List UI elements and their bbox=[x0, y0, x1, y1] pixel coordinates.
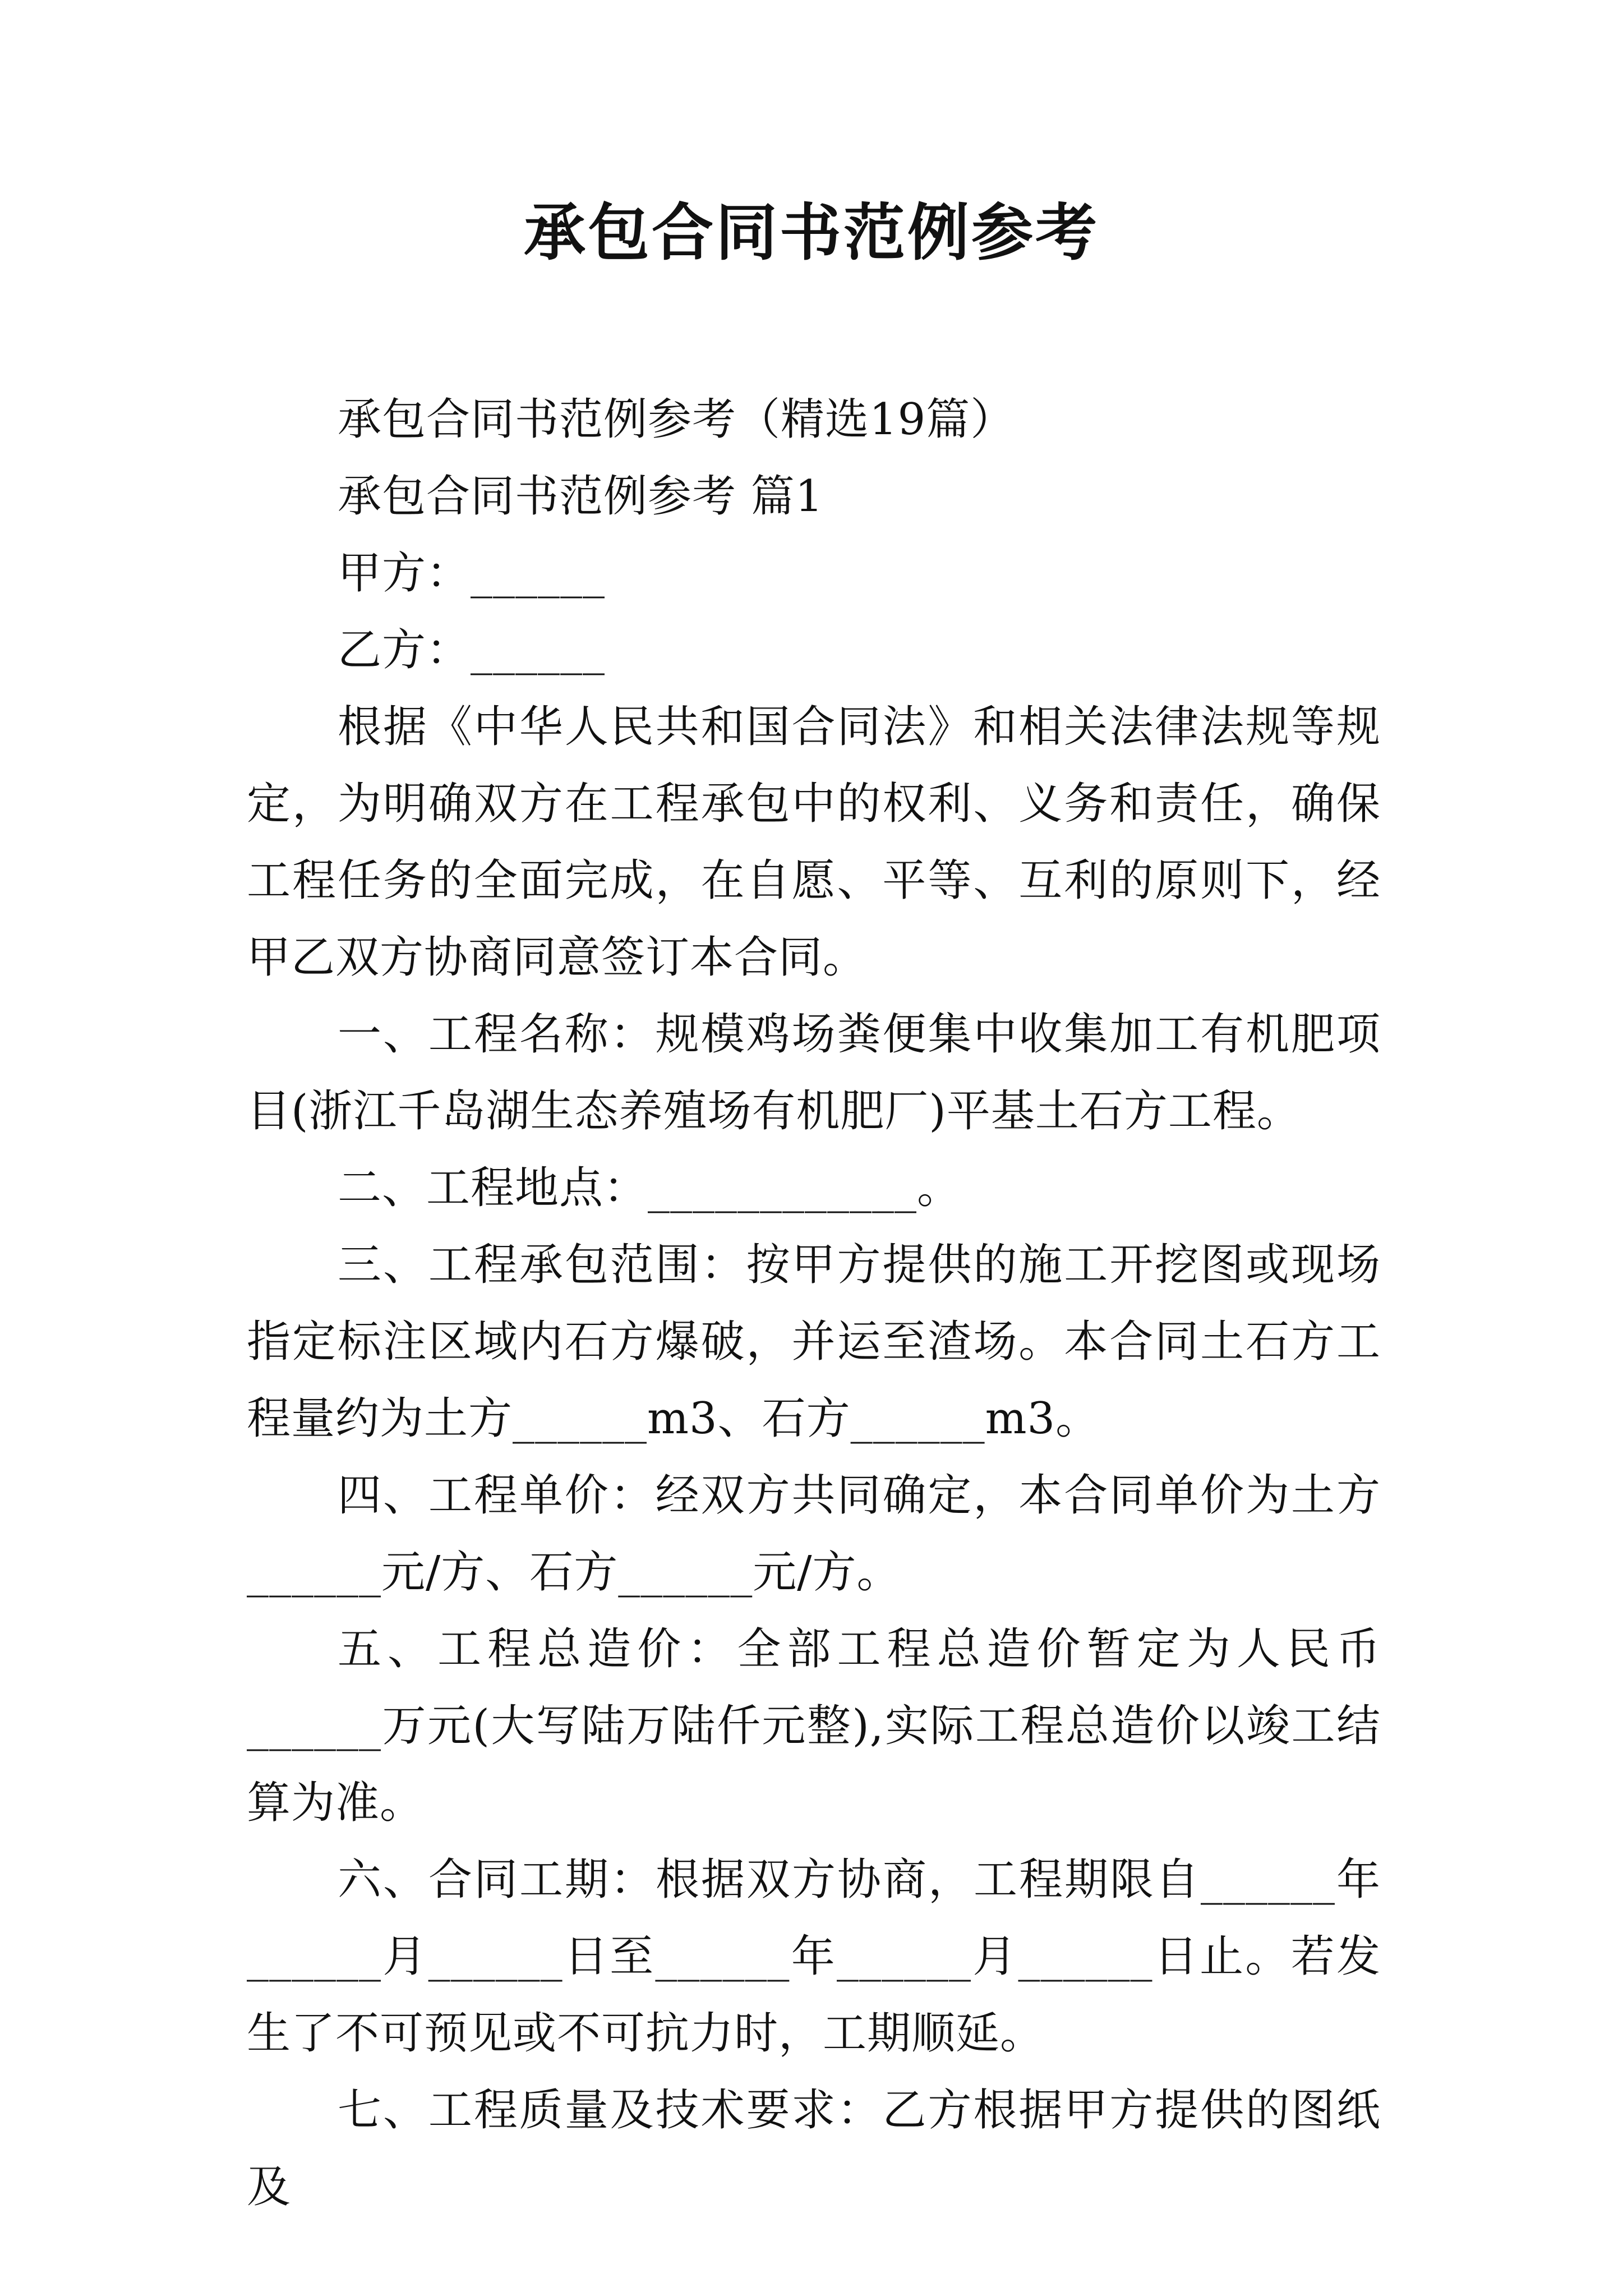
clause-1-paragraph: 一、工程名称：规模鸡场粪便集中收集加工有机肥项目(浙江千岛湖生态养殖场有机肥厂)平基土石方工程。 bbox=[247, 1009, 1381, 1137]
subtitle-paragraph: 承包合同书范例参考（精选19篇） bbox=[338, 394, 1015, 445]
document-title: 承包合同书范例参考 bbox=[524, 196, 1099, 269]
clause-2-paragraph: 二、工程地点：____________。 bbox=[338, 1163, 962, 1213]
party-b-paragraph: 乙方：______ bbox=[338, 625, 606, 675]
party-a-paragraph: 甲方：______ bbox=[338, 548, 606, 599]
clause-5-paragraph: 五、工程总造价：全部工程总造价暂定为人民币______万元(大写陆万陆仟元整),实际工程总造价以竣工结算为准。 bbox=[247, 1624, 1381, 1828]
clause-7-paragraph: 七、工程质量及技术要求：乙方根据甲方提供的图纸及 bbox=[247, 2085, 1381, 2212]
document-body bbox=[247, 381, 1381, 2226]
clause-3-paragraph: 三、工程承包范围：按甲方提供的施工开挖图或现场指定标注区域内石方爆破，并运至渣场。本合同土石方工程量约为土方______m3、石方______m3。 bbox=[247, 1240, 1381, 1444]
preamble-paragraph: 根据《中华人民共和国合同法》和相关法律法规等规定，为明确双方在工程承包中的权利、义务和责任，确保工程任务的全面完成，在自愿、平等、互利的原则下，经甲乙双方协商同意签订本合同。 bbox=[247, 702, 1381, 983]
clause-4-paragraph: 四、工程单价：经双方共同确定，本合同单价为土方______元/方、石方______元/方。 bbox=[247, 1470, 1381, 1598]
section-heading-paragraph: 承包合同书范例参考 篇1 bbox=[338, 471, 824, 522]
clause-6-paragraph: 六、合同工期：根据双方协商，工程期限自______年______月______日至______年______月______日止。若发生了不可预见或不可抗力时，工期顺延。 bbox=[247, 1855, 1381, 2059]
